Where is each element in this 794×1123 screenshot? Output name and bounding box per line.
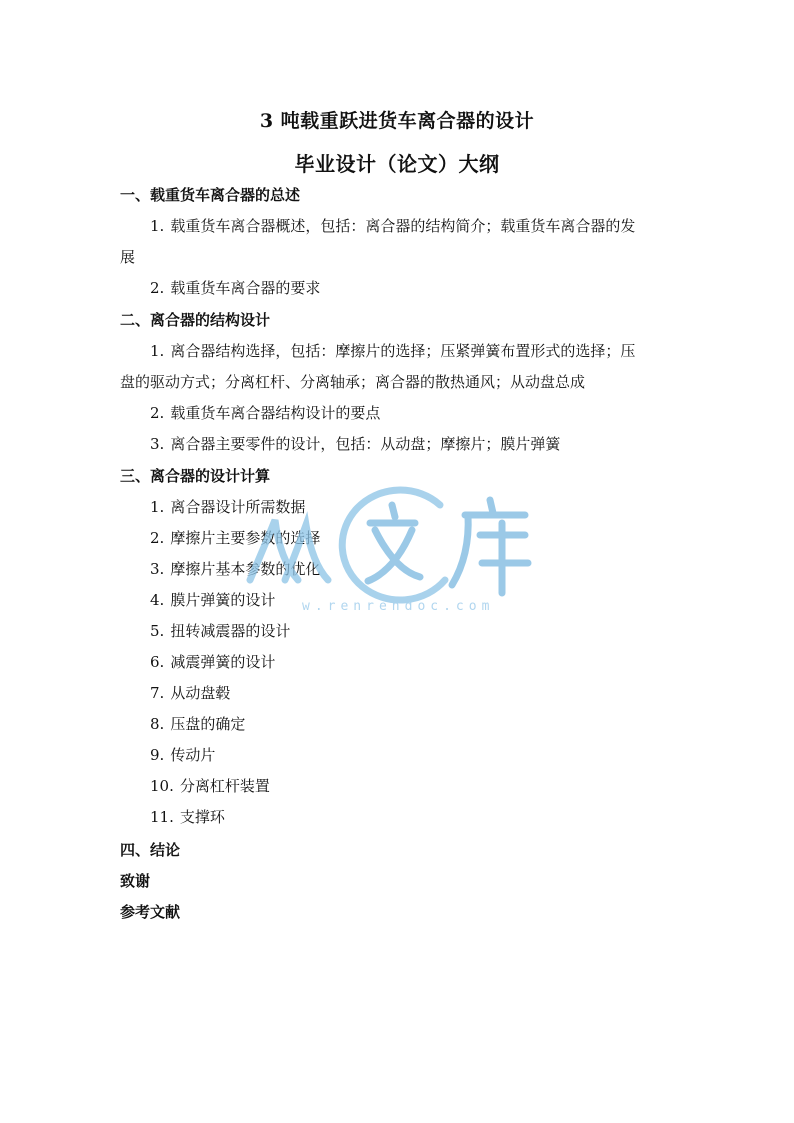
item-number: 1. bbox=[150, 498, 165, 516]
section-heading: 二、离合器的结构设计 bbox=[120, 311, 271, 329]
list-item bbox=[150, 745, 710, 765]
list-item bbox=[150, 434, 710, 454]
item-text: 载重货车离合器的要求 bbox=[170, 279, 321, 297]
item-continuation: 展 bbox=[120, 248, 136, 266]
item-number: 4. bbox=[150, 591, 165, 609]
list-item bbox=[150, 714, 710, 734]
list-item bbox=[150, 341, 710, 361]
item-text: 摩擦片主要参数的选择 bbox=[170, 529, 321, 547]
item-number: 1. bbox=[150, 342, 165, 360]
item-text: 摩擦片基本参数的优化 bbox=[170, 560, 321, 578]
list-item bbox=[150, 652, 710, 672]
list-item bbox=[150, 776, 710, 796]
list-item bbox=[150, 497, 710, 517]
list-item bbox=[150, 528, 710, 548]
item-number: 5. bbox=[150, 622, 165, 640]
item-text: 分离杠杆装置 bbox=[179, 777, 270, 795]
item-text: 离合器结构选择，包括：摩擦片的选择；压紧弹簧布置形式的选择；压 bbox=[170, 342, 636, 360]
item-number: 8. bbox=[150, 715, 165, 733]
document-title: 3 吨载重跃进货车离合器的设计 bbox=[259, 110, 535, 132]
item-number: 10. bbox=[150, 777, 174, 795]
item-number: 2. bbox=[150, 404, 165, 422]
list-item bbox=[150, 590, 710, 610]
list-item bbox=[150, 559, 710, 579]
watermark-url: w.renrendoc.com bbox=[302, 599, 495, 614]
item-text: 离合器主要零件的设计，包括：从动盘；摩擦片；膜片弹簧 bbox=[170, 435, 561, 453]
list-item bbox=[150, 216, 710, 236]
item-number: 2. bbox=[150, 279, 165, 297]
item-text: 传动片 bbox=[170, 746, 216, 764]
item-number: 3. bbox=[150, 560, 165, 578]
section-heading-references: 参考文献 bbox=[120, 903, 181, 921]
item-text: 膜片弹簧的设计 bbox=[170, 591, 276, 609]
item-number: 3. bbox=[150, 435, 165, 453]
item-number: 6. bbox=[150, 653, 165, 671]
list-item bbox=[150, 403, 710, 423]
item-number: 9. bbox=[150, 746, 165, 764]
list-item bbox=[150, 683, 710, 703]
item-number: 2. bbox=[150, 529, 165, 547]
item-text: 从动盘毂 bbox=[170, 684, 231, 702]
list-item bbox=[150, 278, 710, 298]
item-text: 离合器设计所需数据 bbox=[170, 498, 306, 516]
item-number: 7. bbox=[150, 684, 165, 702]
item-number: 11. bbox=[150, 808, 174, 826]
list-item bbox=[150, 621, 710, 641]
item-continuation: 盘的驱动方式；分离杠杆、分离轴承；离合器的散热通风；从动盘总成 bbox=[120, 373, 586, 391]
list-item bbox=[150, 807, 710, 827]
item-text: 压盘的确定 bbox=[170, 715, 246, 733]
section-heading-acknowledgement: 致谢 bbox=[120, 872, 151, 890]
item-number: 1. bbox=[150, 217, 165, 235]
item-text: 载重货车离合器概述，包括：离合器的结构简介；载重货车离合器的发 bbox=[170, 217, 636, 235]
item-text: 减震弹簧的设计 bbox=[170, 653, 276, 671]
item-text: 载重货车离合器结构设计的要点 bbox=[170, 404, 381, 422]
document-subtitle: 毕业设计（论文）大纲 bbox=[294, 152, 500, 176]
section-heading: 三、离合器的设计计算 bbox=[120, 467, 271, 485]
section-heading: 一、载重货车离合器的总述 bbox=[120, 186, 301, 204]
item-text: 支撑环 bbox=[179, 808, 225, 826]
item-text: 扭转减震器的设计 bbox=[170, 622, 291, 640]
section-heading-conclusion: 四、结论 bbox=[120, 841, 181, 859]
